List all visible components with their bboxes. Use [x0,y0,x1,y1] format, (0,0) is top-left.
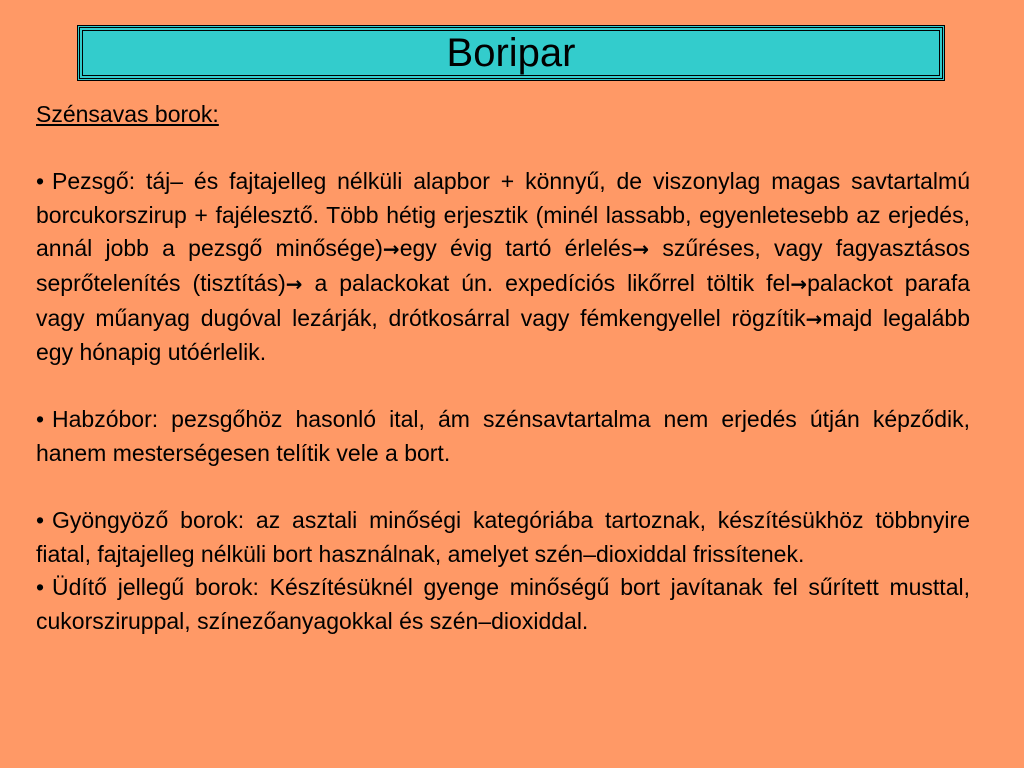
paragraph-text: Üdítő jellegű borok: Készítésüknél gyenge minőségű bort javítanak fel sűrített musttal, cukorsziruppal, színezőanyagokkal és szén–dioxiddal. [36,574,970,634]
slide-content [36,98,970,639]
bullet-icon: • [36,507,45,534]
paragraph-text: palackot parafa vagy műanyag dugóval lezárják, drótkosárral vagy fémkengyellel rögzítik [36,269,971,331]
arrow-right-icon: → [285,271,303,296]
paragraph-text: egy évig tartó érlelés [399,235,633,262]
section-heading: Szénsavas borok: [36,101,219,127]
arrow-right-icon: → [790,271,808,296]
paragraph-text: Habzóbor: pezsgőhöz hasonló ital, ám szénsavtartalma nem erjedés útján képződik, hanem mesterségesen telítik vele a bort. [36,406,970,466]
paragraph-uditojellegu [36,571,970,638]
paragraph-gyongyozo [36,504,970,571]
bullet-icon: • [36,406,45,433]
bullet-icon: • [36,574,45,601]
paragraph-text: majd legalább egy hónapig utóérlelik. [36,304,971,366]
paragraph-text: a palackokat ún. expedíciós likőrrel töltik fel [302,269,791,296]
paragraph-habzobor [36,403,970,470]
arrow-right-icon: → [632,237,650,262]
paragraph-pezsgo [36,165,970,370]
title-box [77,25,945,81]
paragraph-text: Gyöngyöző borok: az asztali minőségi kategóriába tartoznak, készítésükhöz többnyire fiatal, fajtajelleg nélküli bort használnak, amelyet szén–dioxiddal frissítenek. [36,507,970,567]
arrow-right-icon: → [805,306,823,331]
paragraph-text: Pezsgő: táj– és fajtajelleg nélküli alapbor + könnyű, de viszonylag magas savtartalmú borcukorszirup + fajélesztő. Több hétig erjesztik (minél lassabb, egyenletesebb az erjedés, annál jobb a pezsgő minősége) [36,168,970,262]
paragraph-text: szűréses, vagy fagyasztásos seprőtelenítés (tisztítás) [36,235,970,296]
bullet-icon: • [36,168,45,195]
arrow-right-icon: → [382,237,400,262]
slide-title: Boripar [446,31,576,75]
